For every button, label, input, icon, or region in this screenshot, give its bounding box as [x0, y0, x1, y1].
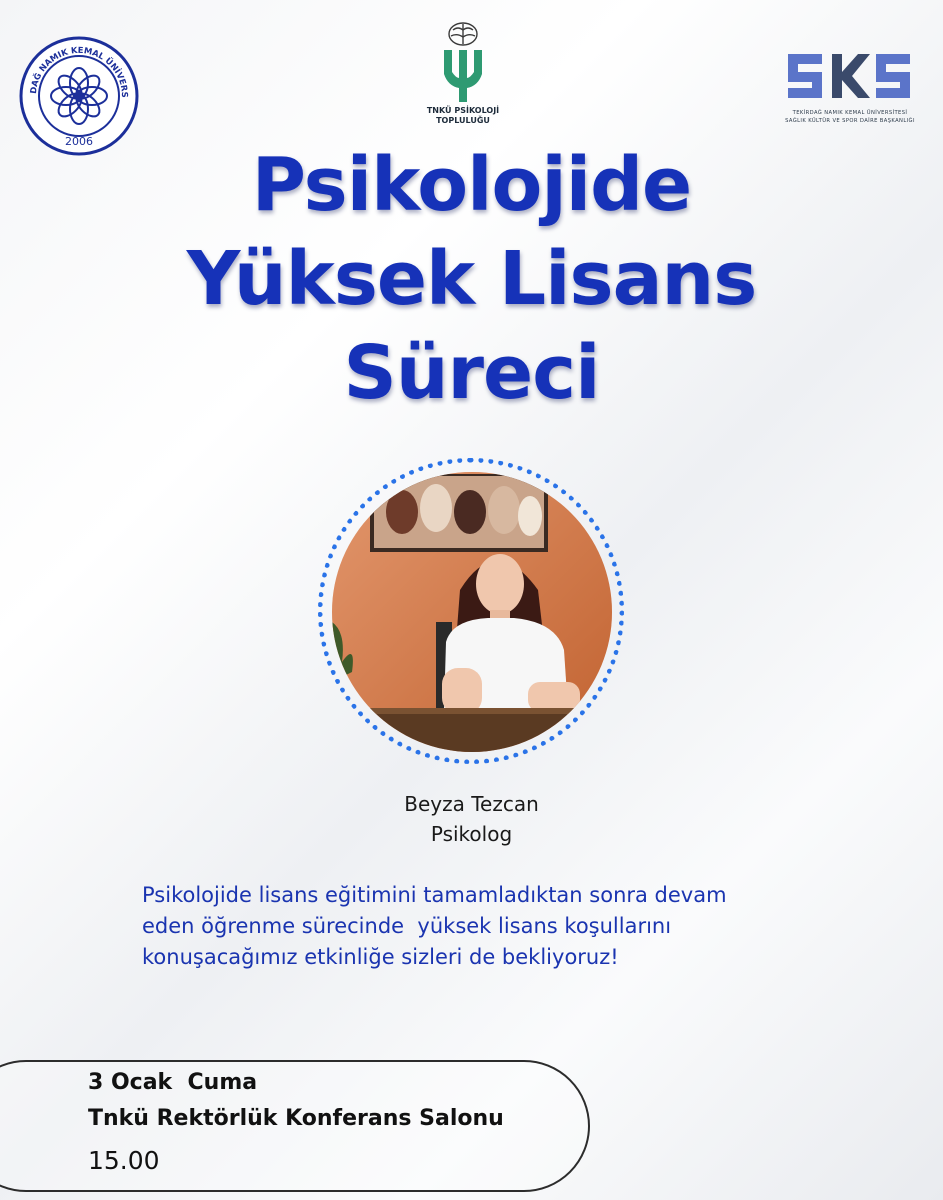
speaker-role: Psikolog — [430, 822, 513, 846]
sks-logo — [780, 42, 920, 142]
sks-subtitle-line2: SAĞLIK KÜLTÜR VE SPOR DAİRE BAŞKANLIĞI — [785, 118, 915, 124]
speaker-photo — [332, 472, 612, 752]
description-line-1: Psikolojide lisans eğitimini tamamladıktan sonra devam — [142, 883, 727, 907]
title-line-3: Süreci — [343, 330, 600, 416]
university-arc-text: DAĞ NAMIK KEMAL ÜNİVERS — [27, 44, 131, 98]
psychology-club-name-line2: TOPLULUĞU — [436, 116, 490, 125]
description-line-3: konuşacağımız etkinliğe sizleri de bekliyoruz! — [142, 945, 619, 969]
event-description — [142, 880, 862, 973]
event-venue: Tnkü Rektörlük Konferans Salonu — [88, 1106, 504, 1131]
university-year: 2006 — [65, 135, 93, 148]
title-line-1: Psikolojide — [251, 142, 692, 228]
speaker-portrait-illustration — [332, 472, 612, 752]
psychology-club-name-line1: TNKÜ PSİKOLOJİ — [426, 106, 500, 115]
event-title — [0, 138, 943, 420]
sks-mark-icon — [780, 42, 920, 106]
title-line-2: Yüksek Lisans — [186, 236, 757, 322]
speaker-name: Beyza Tezcan — [404, 792, 539, 816]
psychology-club-logo — [420, 20, 506, 132]
event-date: 3 Ocak Cuma — [88, 1070, 258, 1095]
event-time: 15.00 — [88, 1146, 160, 1175]
description-line-2: eden öğrenme sürecinde yüksek lisans koşullarını — [142, 914, 672, 938]
psi-brain-icon — [420, 20, 506, 104]
sks-subtitle-line1: TEKİRDAĞ NAMIK KEMAL ÜNİVERSİTESİ — [792, 110, 908, 116]
